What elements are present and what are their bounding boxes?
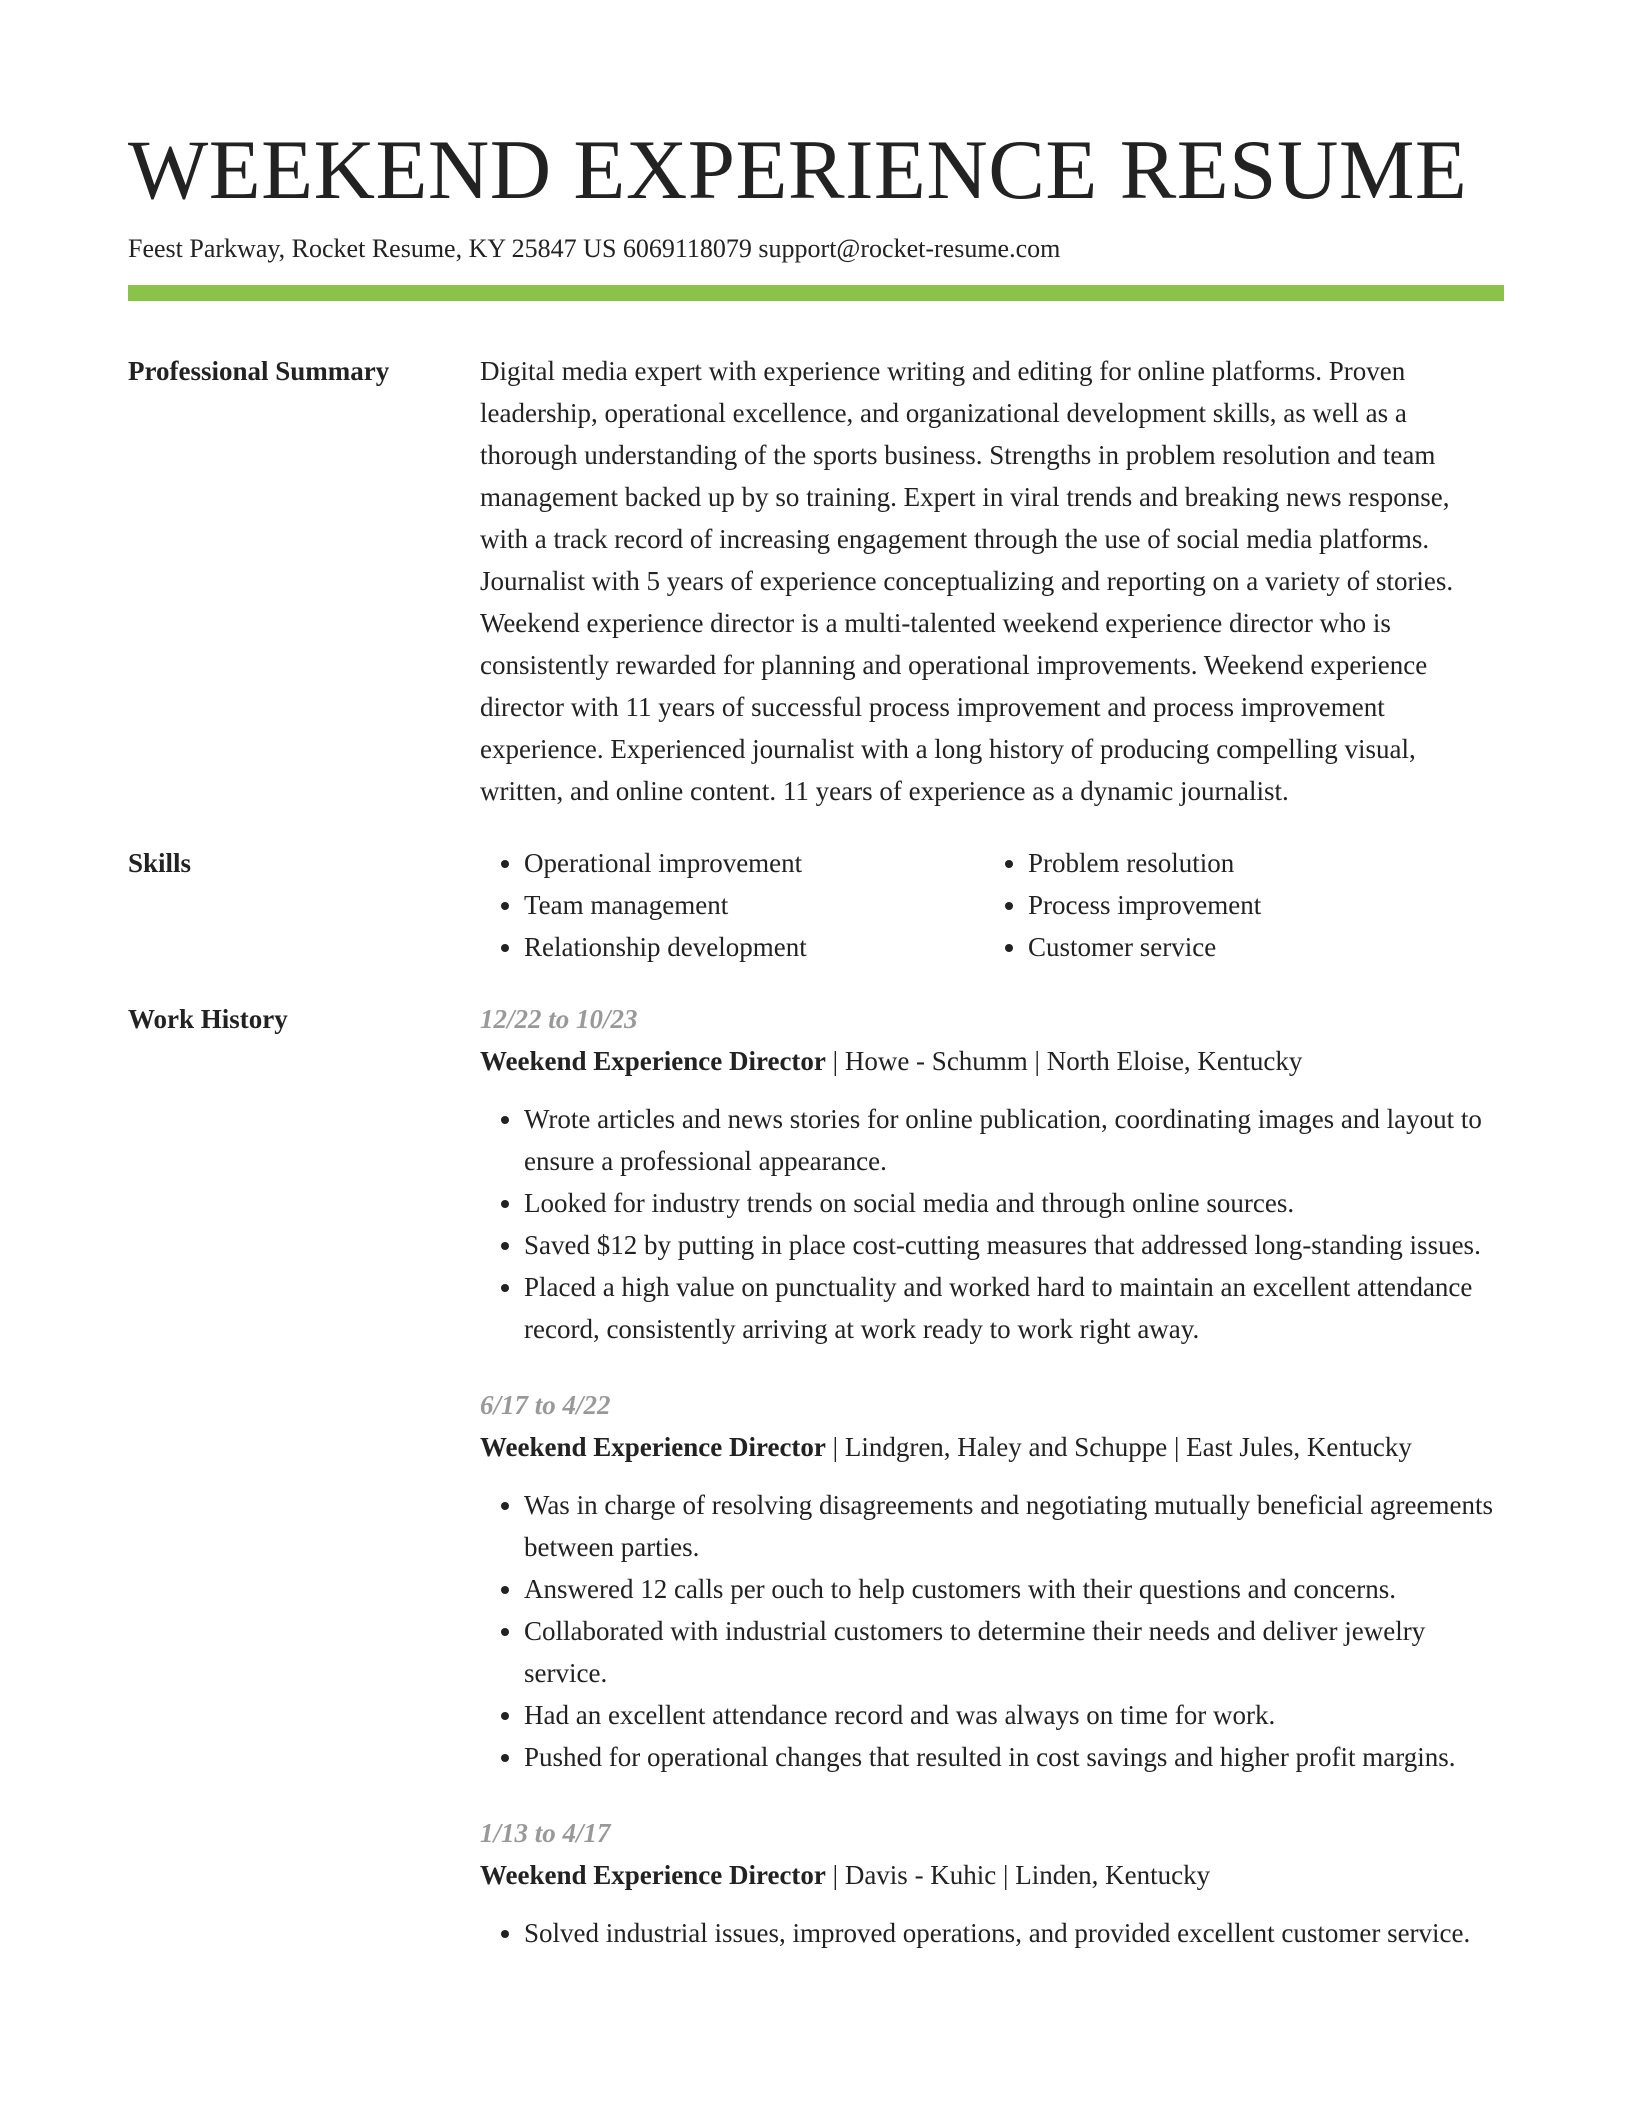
skills-list-right bbox=[984, 842, 1488, 968]
job-bullets bbox=[480, 1098, 1504, 1350]
job-details: | Howe - Schumm | North Eloise, Kentucky bbox=[825, 1046, 1303, 1076]
skills-body bbox=[480, 842, 1504, 968]
work-history-section bbox=[128, 998, 1504, 1988]
contact-info: Feest Parkway, Rocket Resume, KY 25847 US 6069118079 support@rocket-resume.com bbox=[128, 234, 1061, 263]
job-bullet: • Wrote articles and news stories for online publication, coordinating images and layout to ensure a professional appearance. bbox=[524, 1098, 1504, 1182]
job-bullets bbox=[480, 1484, 1504, 1778]
resume-sections bbox=[128, 350, 1504, 2018]
job-bullet: • Saved $12 by putting in place cost-cutting measures that addressed long-standing issues. bbox=[524, 1224, 1504, 1266]
skill-item: • Relationship development bbox=[524, 926, 984, 968]
job-bullet: • Collaborated with industrial customers to determine their needs and deliver jewelry service. bbox=[524, 1610, 1504, 1694]
skill-item: • Operational improvement bbox=[524, 842, 984, 884]
professional-summary-section bbox=[128, 350, 1504, 812]
skill-item: • Problem resolution bbox=[1028, 842, 1488, 884]
job-header bbox=[480, 1854, 1504, 1896]
section-label-skills: Skills bbox=[128, 848, 192, 878]
job-entry bbox=[480, 998, 1504, 1350]
job-entry bbox=[480, 1812, 1504, 1954]
job-bullet: • Had an excellent attendance record and was always on time for work. bbox=[524, 1694, 1504, 1736]
job-bullet: • Looked for industry trends on social media and through online sources. bbox=[524, 1182, 1504, 1224]
job-header bbox=[480, 1426, 1504, 1468]
section-label-summary: Professional Summary bbox=[128, 356, 390, 386]
job-bullet: • Solved industrial issues, improved operations, and provided excellent customer service. bbox=[524, 1912, 1504, 1954]
section-label-work: Work History bbox=[128, 1004, 288, 1034]
job-details: | Davis - Kuhic | Linden, Kentucky bbox=[825, 1860, 1211, 1890]
skill-item: • Customer service bbox=[1028, 926, 1488, 968]
summary-text: Digital media expert with experience writing and editing for online platforms. Proven leadership, operational excellence, and organizational development skills, as well as a thorough understanding of the sports business. Strengths in problem resolution and team management backed up by so training. Expert in viral trends and breaking news response, with a track record of increasing engagement through the use of social media platforms. Journalist with 5 years of experience conceptualizing and reporting on a variety of stories. Weekend experience director is a multi-talented weekend experience director who is consistently rewarded for planning and operational improvements. Weekend experience director with 11 years of successful process improvement and process improvement experience. Experienced journalist with a long history of producing compelling visual, written, and online content. 11 years of experience as a dynamic journalist. bbox=[480, 356, 1454, 806]
job-title: Weekend Experience Director bbox=[480, 1432, 826, 1462]
resume-title: WEEKEND EXPERIENCE RESUME bbox=[128, 123, 1468, 217]
job-dates: 1/13 to 4/17 bbox=[480, 1818, 611, 1848]
job-entry bbox=[480, 1384, 1504, 1778]
job-dates: 12/22 to 10/23 bbox=[480, 1004, 638, 1034]
skills-list-left bbox=[480, 842, 984, 968]
job-title: Weekend Experience Director bbox=[480, 1860, 826, 1890]
job-header bbox=[480, 1040, 1504, 1082]
skills-section bbox=[128, 842, 1504, 968]
accent-divider bbox=[128, 285, 1504, 301]
job-dates: 6/17 to 4/22 bbox=[480, 1390, 611, 1420]
job-bullet: • Pushed for operational changes that resulted in cost savings and higher profit margins. bbox=[524, 1736, 1504, 1778]
work-body bbox=[480, 998, 1504, 1988]
skill-item: • Process improvement bbox=[1028, 884, 1488, 926]
job-bullets bbox=[480, 1912, 1504, 1954]
job-bullet: • Answered 12 calls per ouch to help customers with their questions and concerns. bbox=[524, 1568, 1504, 1610]
job-bullet: • Placed a high value on punctuality and worked hard to maintain an excellent attendance record, consistently arriving at work ready to work right away. bbox=[524, 1266, 1504, 1350]
skill-item: • Team management bbox=[524, 884, 984, 926]
summary-body bbox=[480, 350, 1504, 812]
job-title: Weekend Experience Director bbox=[480, 1046, 826, 1076]
job-details: | Lindgren, Haley and Schuppe | East Jules, Kentucky bbox=[825, 1432, 1412, 1462]
job-bullet: • Was in charge of resolving disagreements and negotiating mutually beneficial agreements between parties. bbox=[524, 1484, 1504, 1568]
